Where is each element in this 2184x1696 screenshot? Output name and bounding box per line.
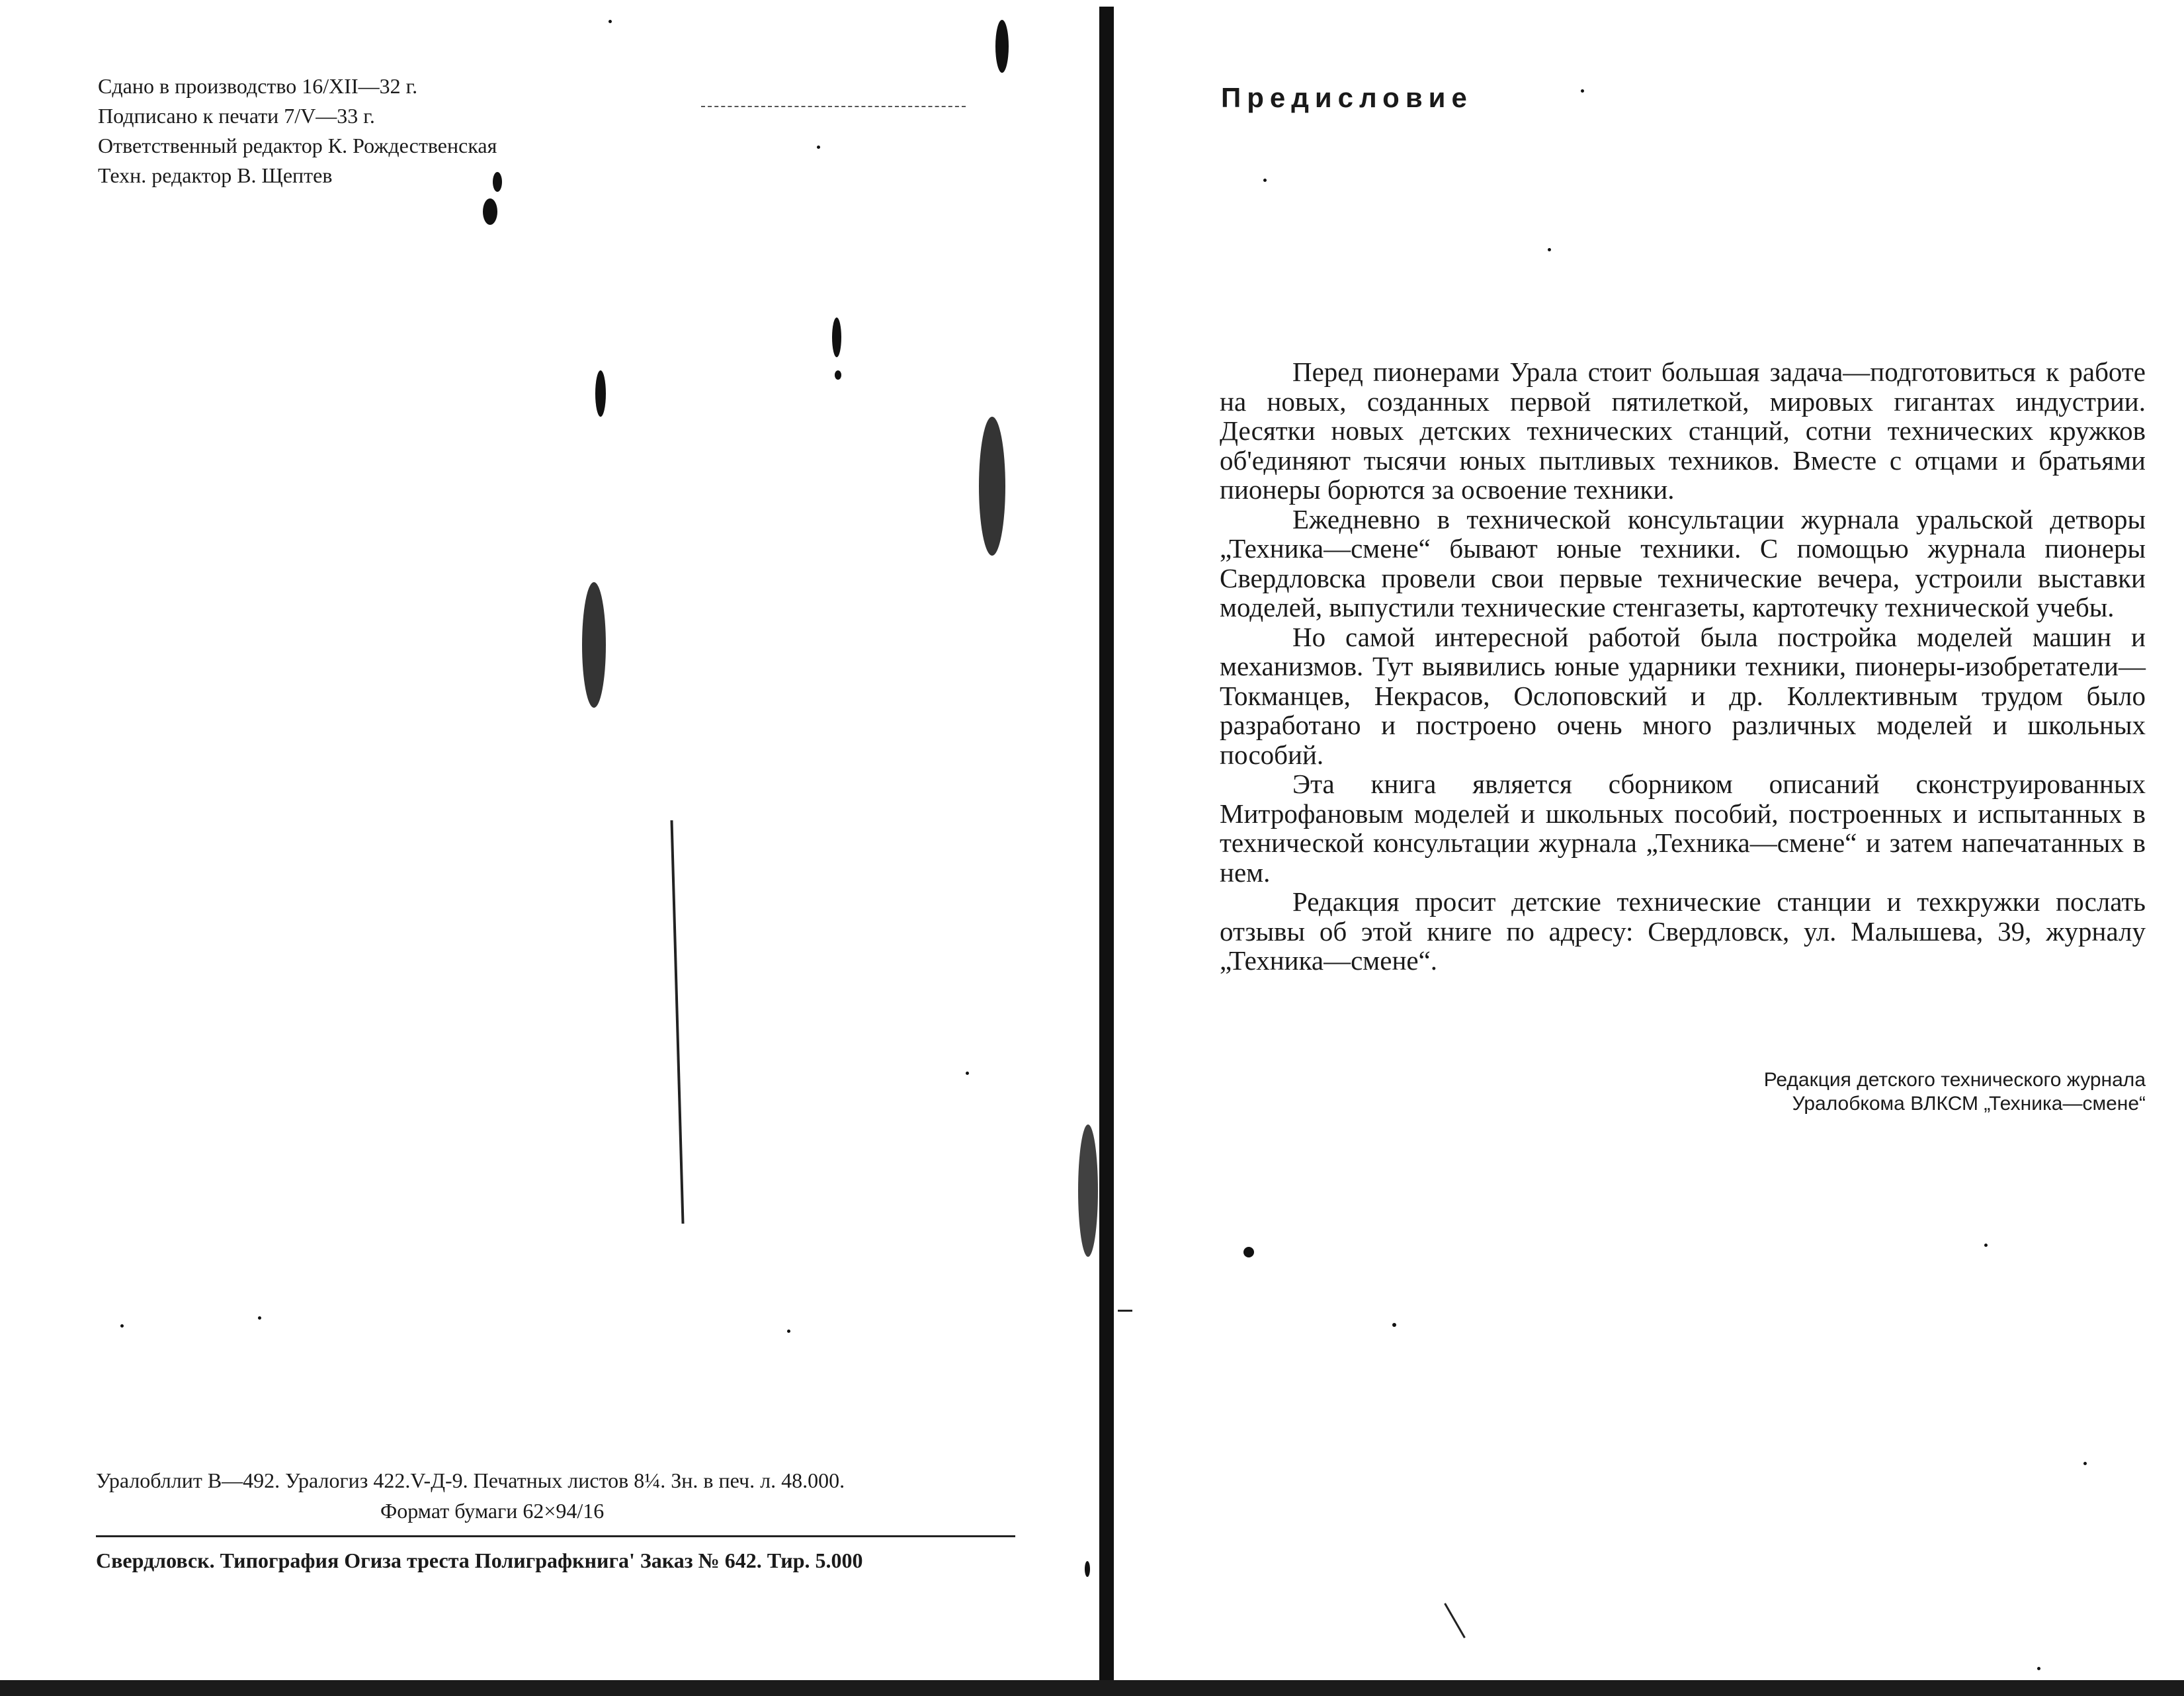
print-artifact-streak	[1118, 1310, 1132, 1312]
print-artifact-dash	[701, 106, 966, 107]
speck	[1263, 179, 1267, 182]
imprint-paper-format: Формат бумаги 62×94/16	[380, 1499, 605, 1523]
imprint-line-editor: Ответственный редактор К. Рождественская	[98, 134, 497, 157]
left-page	[0, 0, 1098, 1680]
speck	[1581, 89, 1584, 93]
preface-paragraph: Эта книга является сборником описаний сконструированных Митрофановым моделей и школьных пособий, построенных и испытанных в технической консультации журнала „Техника—смене“ и затем напечатанных в нем.	[1220, 769, 2146, 888]
imprint-top	[98, 71, 693, 191]
ink-blot	[582, 582, 606, 708]
ink-blot	[1243, 1247, 1254, 1257]
ink-blot	[979, 417, 1005, 556]
preface-paragraph: Редакция просит детские технические станции и техкружки послать отзывы об этой книге по адресу: Свердловск, ул. Малышева, 39, журналу „Техника—смене“.	[1220, 886, 2146, 976]
scan-bottom-edge	[0, 1680, 2184, 1696]
imprint-divider	[96, 1535, 1015, 1537]
preface-body	[1220, 357, 2146, 976]
speck	[2083, 1462, 2087, 1465]
speck	[1085, 1561, 1090, 1577]
preface-paragraph: Перед пионерами Урала стоит большая задача—подготовиться к работе на новых, созданных первой пятилеткой, мировых гигантах индустрии. Десятки новых детских технических станций, сотни технических кружков об'единяют тысячи юных пытливых техников. Вместе с отцами и братьями пионеры борются за освоение техники.	[1220, 357, 2146, 505]
imprint-publication-info: Уралобллит В—492. Уралогиз 422.V-Д-9. Печатных листов 8¼. Зн. в печ. л. 48.000.	[96, 1468, 845, 1492]
speck	[1392, 1323, 1396, 1327]
ink-blot	[835, 370, 841, 380]
page-gutter	[1099, 7, 1114, 1687]
speck	[817, 146, 820, 149]
preface-title: Предисловие	[1221, 82, 1473, 113]
ink-blot	[832, 318, 841, 357]
ink-blot	[493, 172, 502, 192]
speck	[1548, 248, 1551, 251]
imprint-line-signed: Подписано к печати 7/V—33 г.	[98, 104, 375, 128]
imprint-line-submitted: Сдано в производство 16/XII—32 г.	[98, 74, 418, 98]
signature-line: Редакция детского технического журнала	[1763, 1069, 2146, 1091]
imprint-bottom	[96, 1465, 1022, 1576]
signature-line: Уралобкома ВЛКСМ „Техника—смене“	[1792, 1093, 2146, 1115]
speck	[2037, 1667, 2040, 1670]
speck	[787, 1330, 790, 1333]
ink-blot	[1078, 1124, 1098, 1257]
ink-blot	[595, 370, 606, 417]
speck	[120, 1324, 124, 1328]
preface-paragraph: Ежедневно в технической консультации журнала уральской детворы „Техника—смене“ бывают юные техники. С помощью журнала пионеры Свердловска провели свои первые технические вечера, устроили выставки моделей, выпустили технические стенгазеты, картотечку технической учебы.	[1220, 503, 2146, 622]
preface-paragraph: Но самой интересной работой была постройка моделей машин и механизмов. Тут выявились юные ударники техники, пионеры-изобретатели—Токманцев, Некрасов, Ослоповский и др. Коллективным трудом было разработано и построено очень много различных моделей и школьных пособий.	[1220, 621, 2146, 770]
print-artifact-streak	[670, 820, 684, 1224]
speck	[966, 1072, 969, 1075]
imprint-printer-info: Свердловск. Типография Огиза треста Полиграфкнига' Заказ № 642. Тир. 5.000	[96, 1548, 863, 1572]
preface-signature	[1521, 1068, 2146, 1116]
imprint-line-tech-editor: Техн. редактор В. Щептев	[98, 163, 333, 187]
speck	[1984, 1244, 1988, 1247]
speck	[258, 1316, 261, 1320]
ink-blot	[483, 198, 497, 225]
ink-blot	[995, 20, 1009, 73]
speck	[609, 20, 612, 23]
